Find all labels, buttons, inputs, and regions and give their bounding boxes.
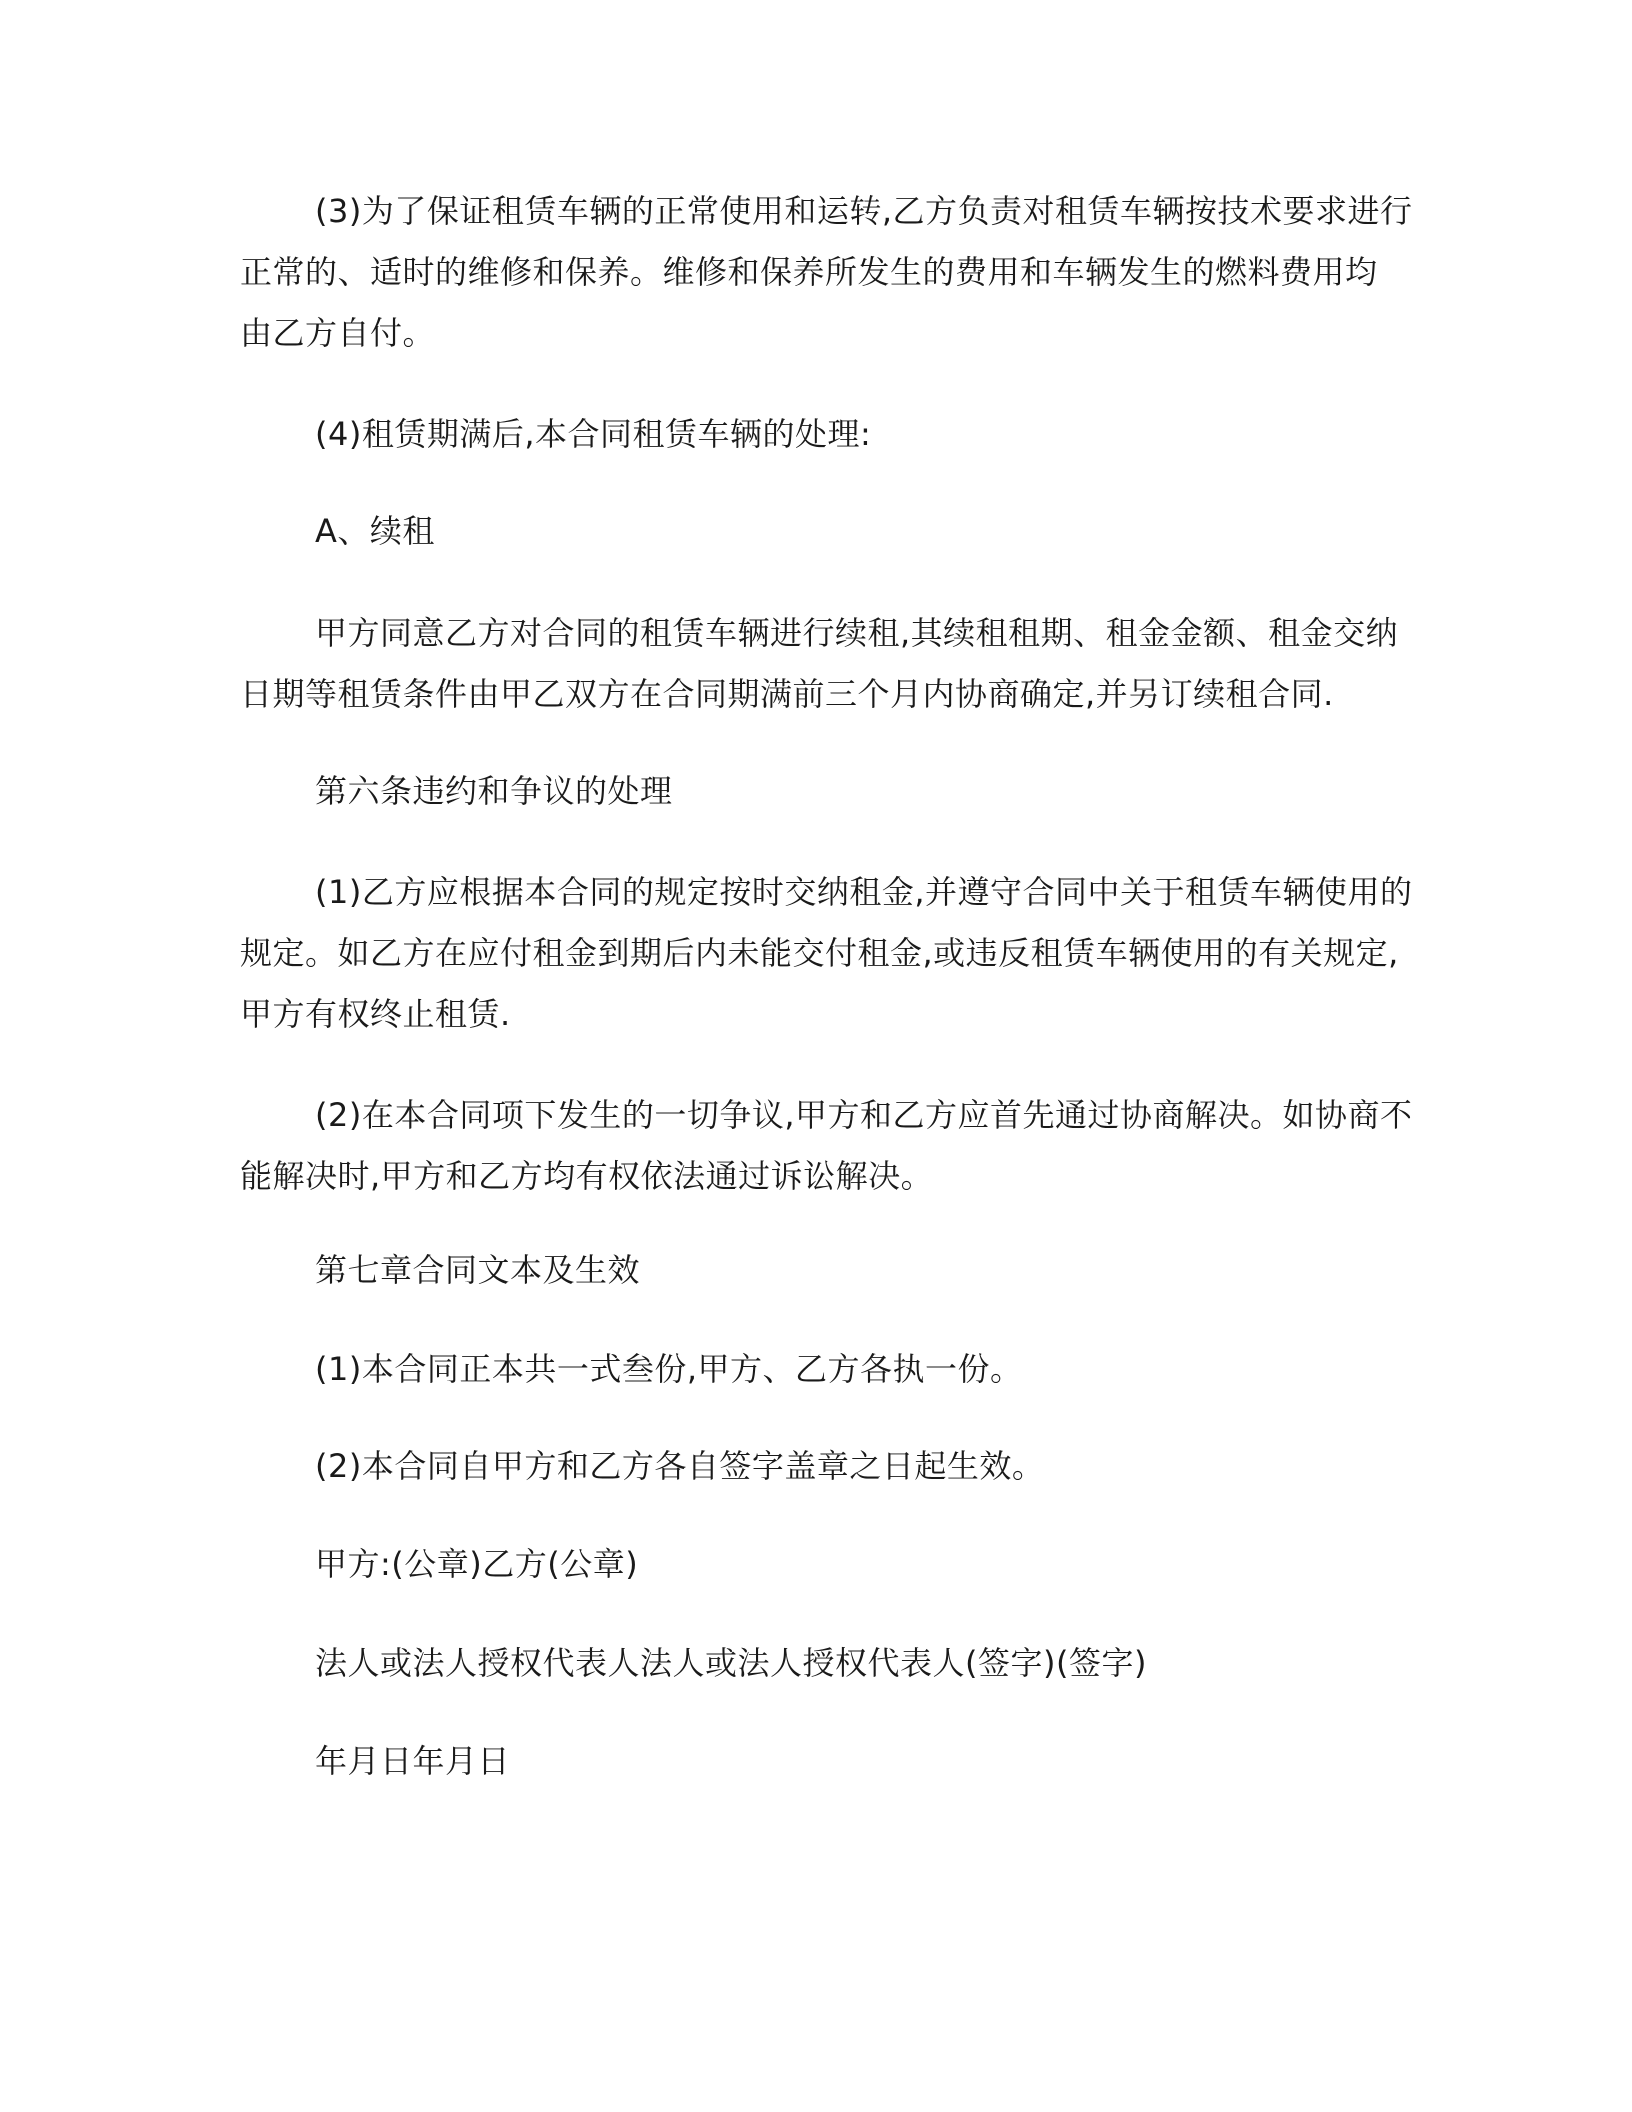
signature-dates (240, 1731, 1382, 1792)
text-line: 甲方:(公章)乙方(公章) (315, 1545, 639, 1583)
text-line: A、续租 (315, 512, 435, 550)
paragraph-dispute (240, 1085, 1413, 1207)
text-line: 法人或法人授权代表人法人或法人授权代表人(签字)(签字) (315, 1644, 1147, 1682)
text-line: 甲方有权终止租赁. (240, 995, 511, 1033)
text-line: 由乙方自付。 (240, 314, 436, 352)
paragraph-lease-expiry (240, 404, 1382, 465)
text-line: (3)为了保证租赁车辆的正常使用和运转,乙方负责对租赁车辆按技术要求进行 (315, 192, 1413, 230)
text-line: 日期等租赁条件由甲乙双方在合同期满前三个月内协商确定,并另订续租合同. (240, 675, 1334, 713)
paragraph-breach (240, 862, 1413, 1045)
signature-representatives (240, 1633, 1382, 1694)
text-line: (1)本合同正本共一式叁份,甲方、乙方各执一份。 (315, 1350, 1023, 1388)
text-line: 甲方同意乙方对合同的租赁车辆进行续租,其续租租期、租金金额、租金交纳 (315, 614, 1399, 652)
paragraph-renewal-heading (240, 501, 1382, 562)
text-line: (1)乙方应根据本合同的规定按时交纳租金,并遵守合同中关于租赁车辆使用的 (315, 873, 1413, 911)
paragraph-maintenance (240, 181, 1413, 364)
paragraph-renewal-terms (240, 603, 1399, 725)
section-heading-article-6 (240, 761, 1382, 822)
text-line: (2)本合同自甲方和乙方各自签字盖章之日起生效。 (315, 1447, 1045, 1485)
section-heading-chapter-7 (240, 1240, 1382, 1301)
text-line: 第七章合同文本及生效 (315, 1251, 641, 1289)
text-line: 规定。如乙方在应付租金到期后内未能交付租金,或违反租赁车辆使用的有关规定, (240, 934, 1399, 972)
paragraph-copies (240, 1339, 1382, 1400)
text-line: 年月日年月日 (315, 1742, 511, 1780)
text-line: (4)租赁期满后,本合同租赁车辆的处理: (315, 415, 872, 453)
text-line: 正常的、适时的维修和保养。维修和保养所发生的费用和车辆发生的燃料费用均 (240, 253, 1378, 291)
text-line: 第六条违约和争议的处理 (315, 772, 673, 810)
text-line: 能解决时,甲方和乙方均有权依法通过诉讼解决。 (240, 1157, 934, 1195)
paragraph-effective (240, 1436, 1382, 1497)
text-line: (2)在本合同项下发生的一切争议,甲方和乙方应首先通过协商解决。如协商不 (315, 1096, 1413, 1134)
signature-party-seals (240, 1534, 1382, 1595)
